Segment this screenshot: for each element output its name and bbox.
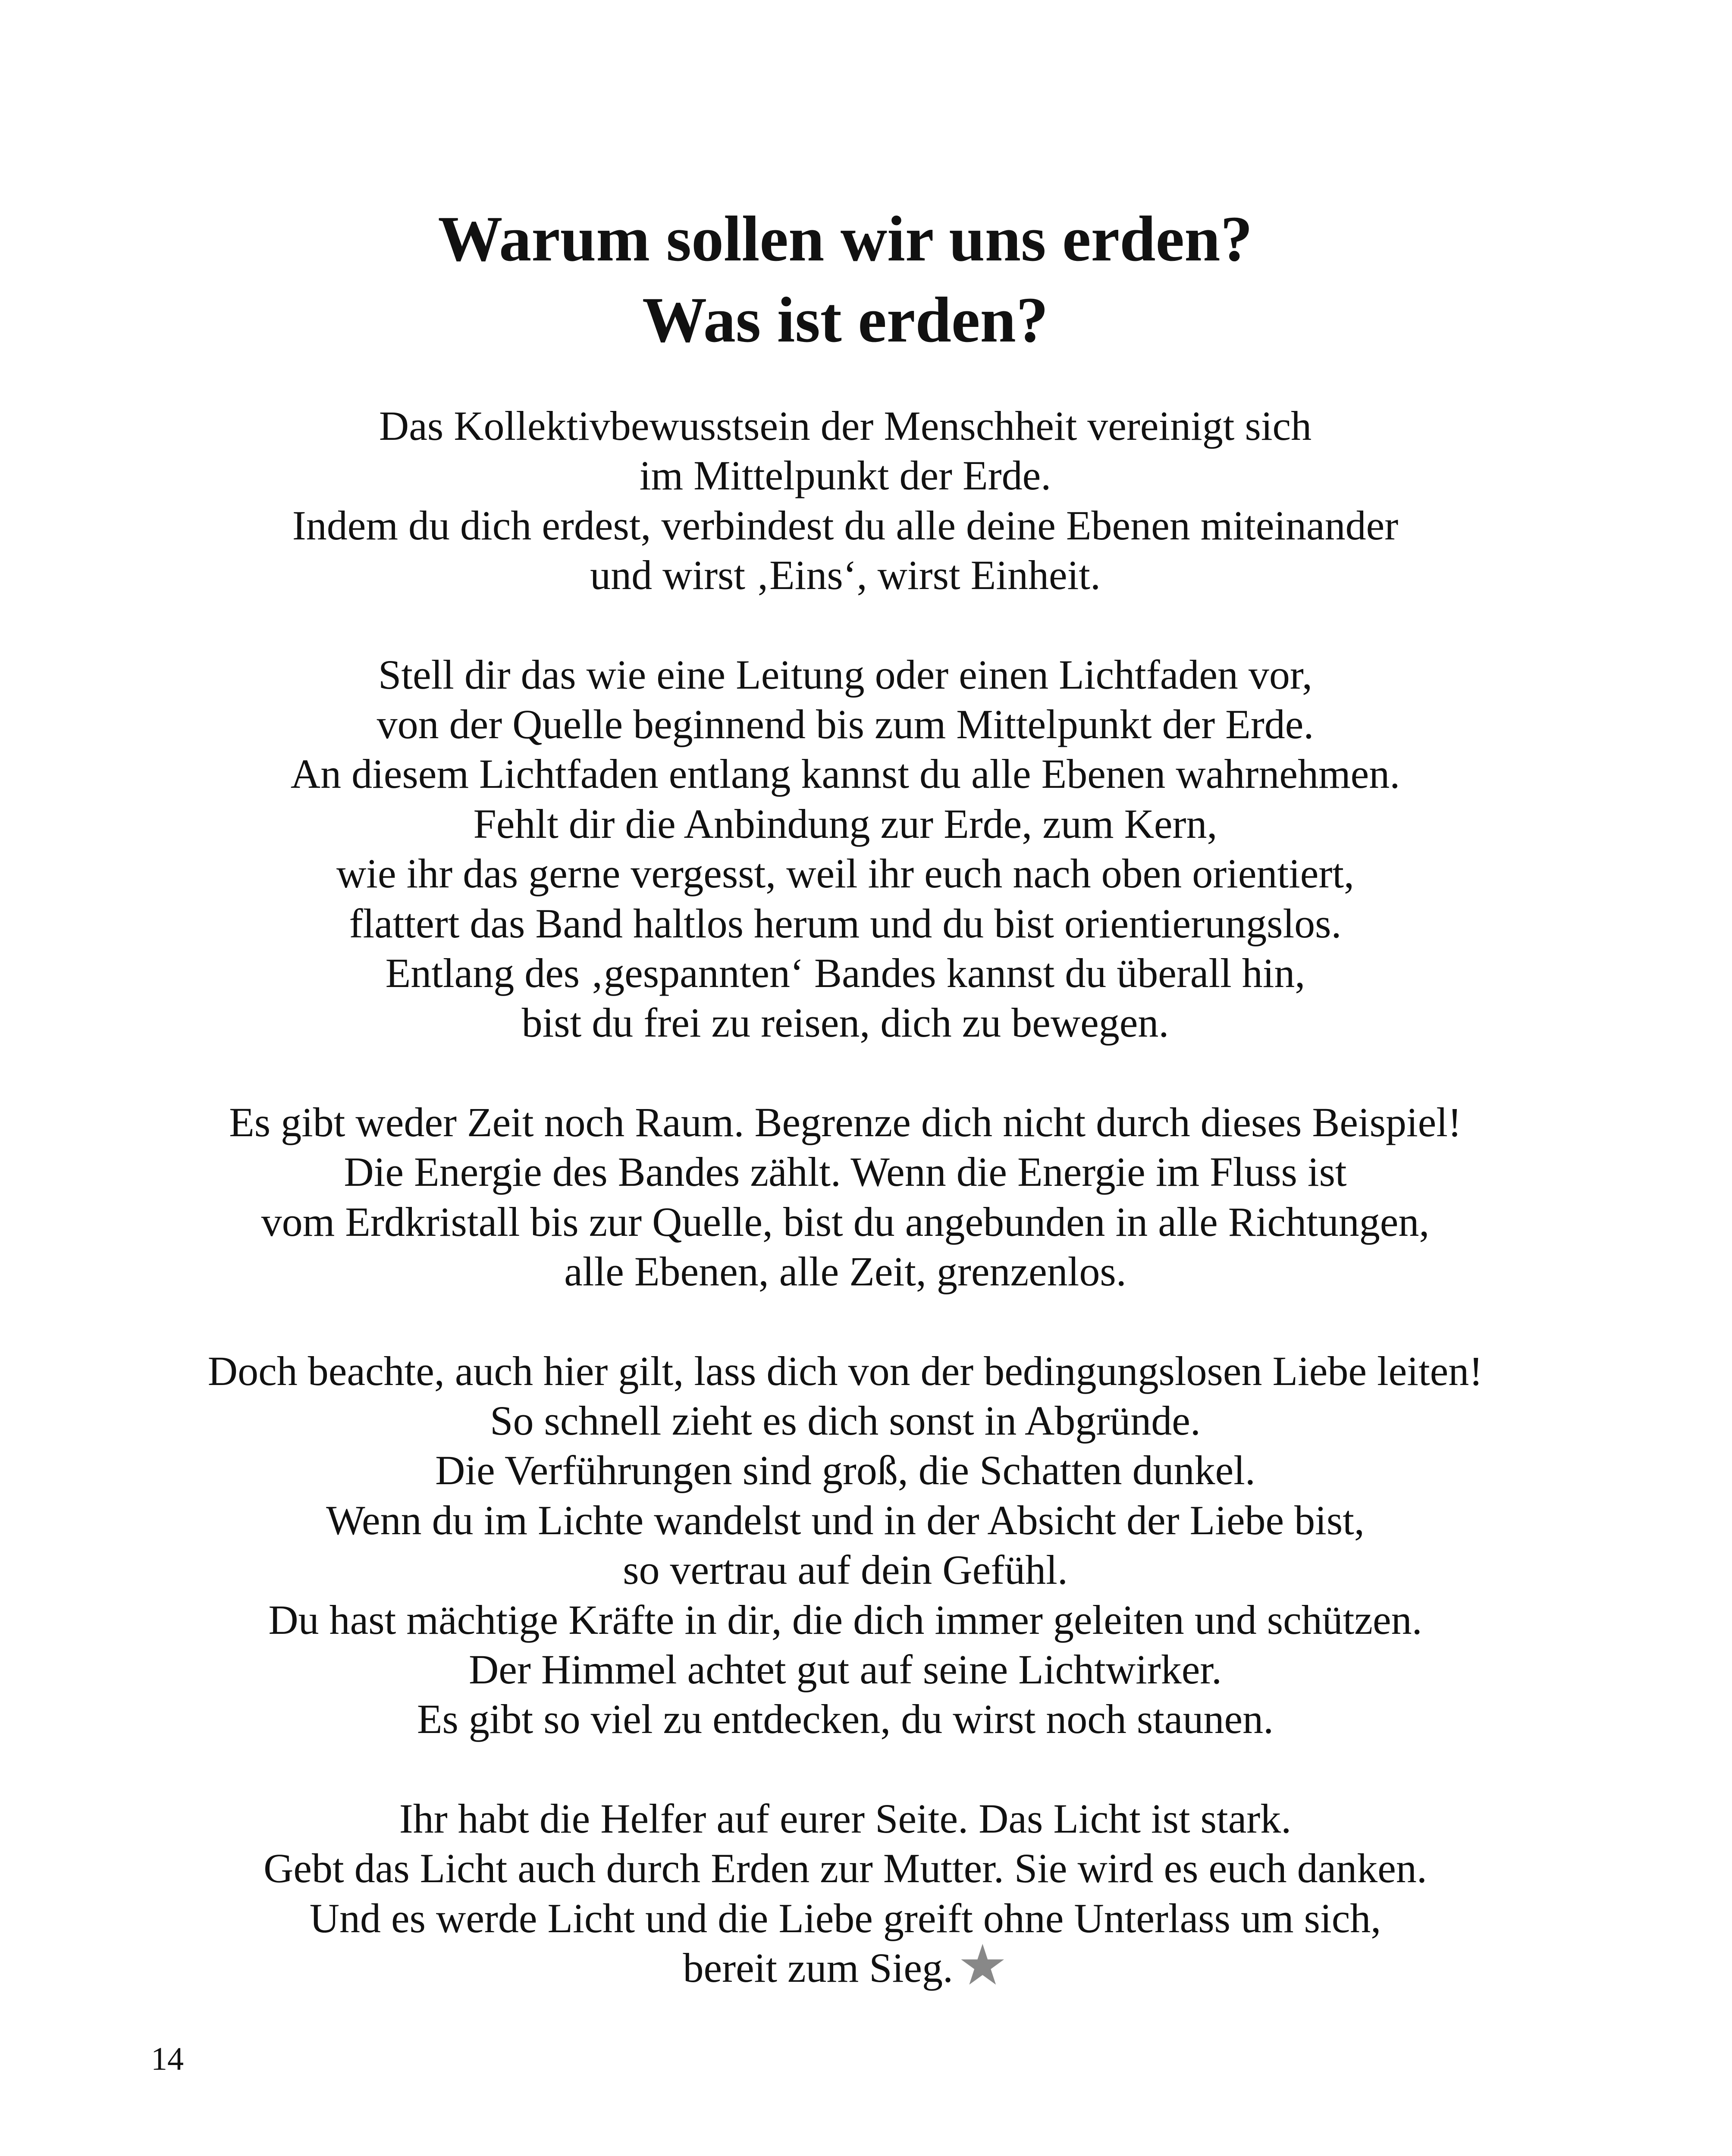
- title-line-2: Was ist erden?: [642, 284, 1048, 356]
- poem-line: bist du frei zu reisen, dich zu bewegen.: [521, 1000, 1169, 1046]
- poem-line: und wirst ‚Eins‘, wirst Einheit.: [590, 552, 1101, 599]
- poem-line: Der Himmel achtet gut auf seine Lichtwirker.: [468, 1646, 1222, 1692]
- poem-line: Fehlt dir die Anbindung zur Erde, zum Kern,: [473, 800, 1217, 847]
- star-icon: ★: [957, 1932, 1008, 1998]
- stanza-1: [0, 401, 1691, 600]
- poem-line: Es gibt so viel zu entdecken, du wirst noch staunen.: [417, 1696, 1274, 1742]
- poem-line: Stell dir das wie eine Leitung oder einen Lichtfaden vor,: [378, 651, 1313, 698]
- poem-line: Entlang des ‚gespannten‘ Bandes kannst du überall hin,: [385, 950, 1305, 997]
- poem-line: Es gibt weder Zeit noch Raum. Begrenze dich nicht durch dieses Beispiel!: [229, 1099, 1462, 1145]
- poem-line: Wenn du im Lichte wandelst und in der Absicht der Liebe bist,: [326, 1497, 1365, 1543]
- poem-line: An diesem Lichtfaden entlang kannst du alle Ebenen wahrnehmen.: [290, 751, 1400, 797]
- poem-line: wie ihr das gerne vergesst, weil ihr euch nach oben orientiert,: [336, 850, 1355, 897]
- poem-line: Du hast mächtige Kräfte in dir, die dich immer geleiten und schützen.: [268, 1596, 1422, 1643]
- poem-line: vom Erdkristall bis zur Quelle, bist du angebunden in alle Richtungen,: [261, 1198, 1430, 1245]
- poem-line: Indem du dich erdest, verbindest du alle deine Ebenen miteinander: [292, 502, 1399, 548]
- stanza-4: [0, 1346, 1691, 1744]
- poem-body: [0, 401, 1691, 2042]
- poem-line: so vertrau auf dein Gefühl.: [623, 1547, 1068, 1593]
- poem-line: Ihr habt die Helfer auf eurer Seite. Das Licht ist stark.: [399, 1795, 1292, 1842]
- page-number: 14: [151, 2041, 184, 2077]
- poem-line: Die Verführungen sind groß, die Schatten dunkel.: [435, 1447, 1255, 1494]
- poem-line: Und es werde Licht und die Liebe greift ohne Unterlass um sich,: [309, 1895, 1381, 1941]
- poem-line: Die Energie des Bandes zählt. Wenn die Energie im Fluss ist: [344, 1149, 1347, 1195]
- poem-line: Doch beachte, auch hier gilt, lass dich von der bedingungslosen Liebe leiten!: [207, 1348, 1483, 1394]
- stanza-3: [0, 1097, 1691, 1297]
- poem-line: flattert das Band haltlos herum und du bist orientierungslos.: [349, 900, 1342, 946]
- final-line-text: bereit zum Sieg.: [683, 1944, 953, 1991]
- poem-line: So schnell zieht es dich sonst in Abgründe.: [490, 1397, 1201, 1444]
- stanza-5: [0, 1794, 1691, 1998]
- page-title: [0, 198, 1691, 360]
- poem-line: Gebt das Licht auch durch Erden zur Mutter. Sie wird es euch danken.: [264, 1845, 1427, 1892]
- title-line-1: Warum sollen wir uns erden?: [438, 203, 1253, 275]
- poem-line: im Mittelpunkt der Erde.: [639, 452, 1051, 499]
- poem-line: alle Ebenen, alle Zeit, grenzenlos.: [564, 1248, 1126, 1295]
- poem-line-final: [0, 1932, 1691, 1998]
- poem-line: Das Kollektivbewusstsein der Menschheit vereinigt sich: [379, 403, 1312, 449]
- poem-line: von der Quelle beginnend bis zum Mittelpunkt der Erde.: [377, 701, 1314, 748]
- stanza-2: [0, 650, 1691, 1048]
